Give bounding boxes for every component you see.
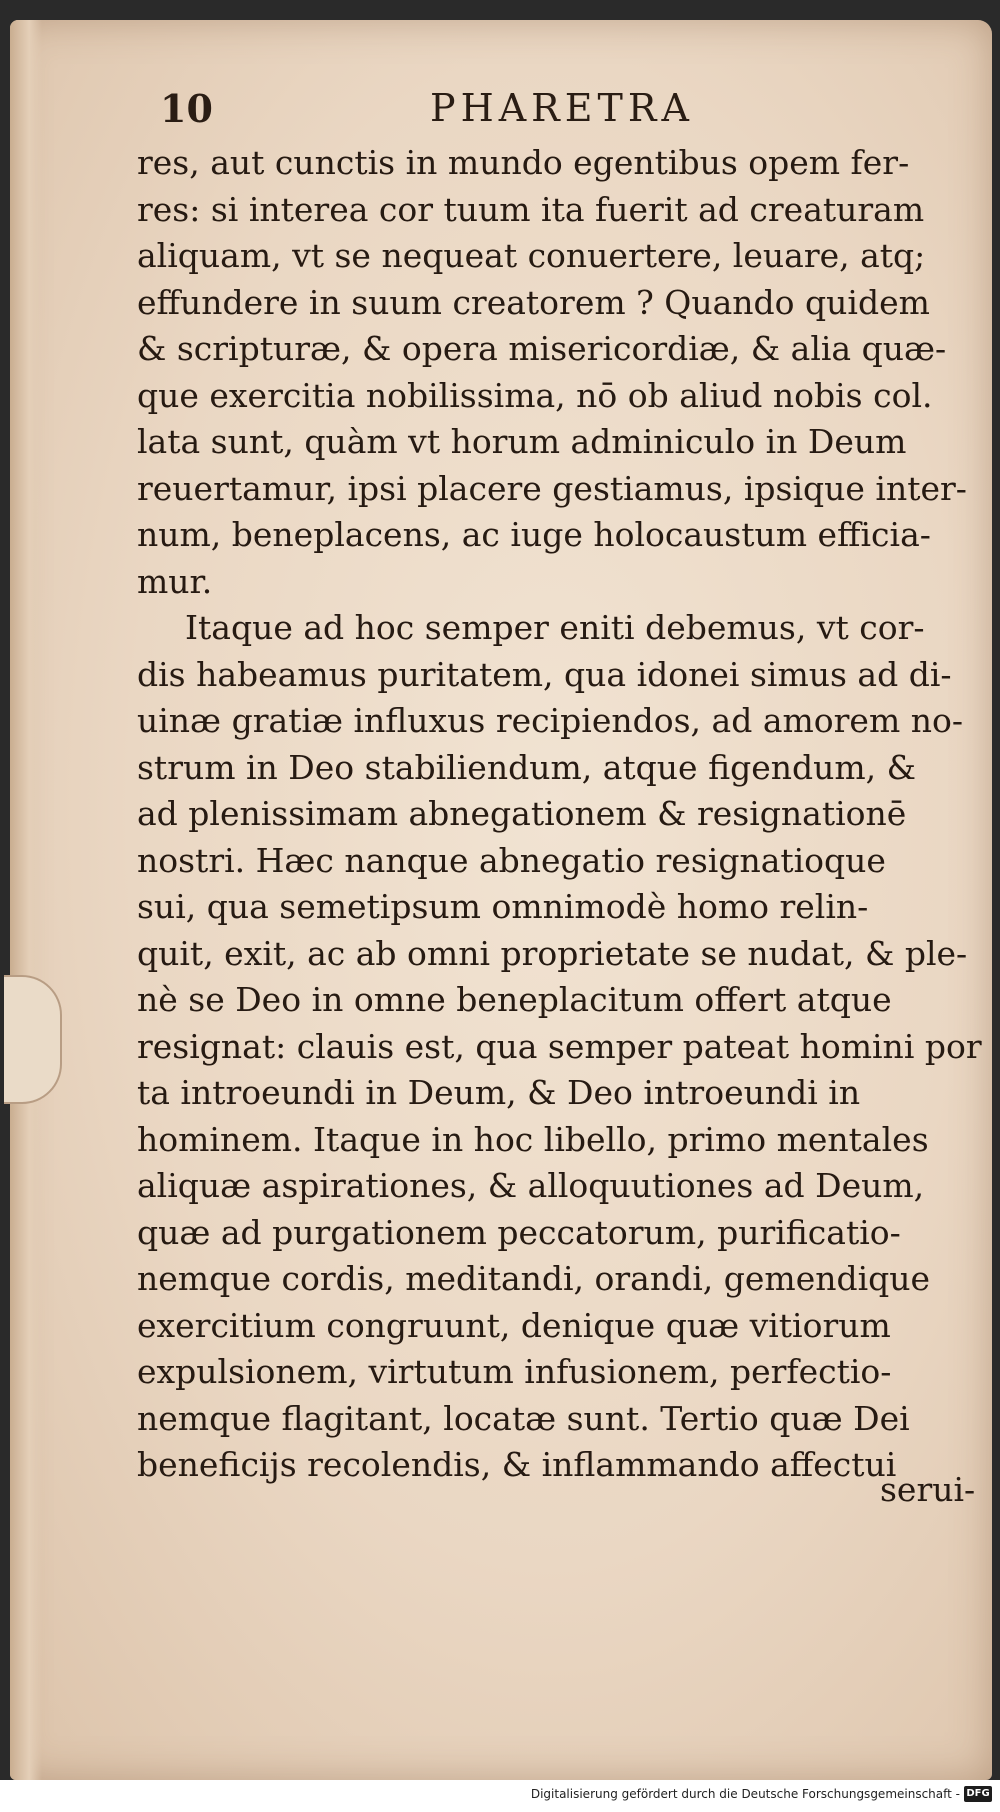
- text-line: sui, qua semetipsum omnimodè homo relin-: [137, 887, 869, 926]
- text-line: lata sunt, quàm vt horum adminiculo in Deum: [137, 422, 907, 461]
- text-line: & scripturæ, & opera misericordiæ, & alia quæ-: [137, 329, 947, 368]
- text-line: quit, exit, ac ab omni proprietate se nudat, & ple-: [137, 933, 968, 973]
- text-line: ta introeundi in Deum, & Deo introeundi in: [137, 1073, 861, 1112]
- digitization-footer: [0, 1780, 1000, 1812]
- text-line: nostri. Hæc nanque abnegatio resignatioque: [137, 840, 886, 880]
- text-line: res: si interea cor tuum ita fuerit ad creaturam: [137, 189, 925, 229]
- text-line: dis habeamus puritatem, qua idonei simus ad di-: [137, 654, 952, 694]
- binding-clip: [4, 975, 62, 1104]
- text-line: quæ ad purgationem peccatorum, purificatio-: [137, 1212, 901, 1252]
- catchword: serui-: [880, 1470, 976, 1509]
- body-text: [137, 140, 982, 1489]
- text-line: nemque cordis, meditandi, orandi, gemendique: [137, 1259, 931, 1298]
- text-line: ad plenissimam abnegationem & resignationē: [137, 794, 907, 833]
- dfg-logo: DFG: [964, 1786, 992, 1802]
- funding-credit: Digitalisierung gefördert durch die Deutsche Forschungsgemeinschaft -: [530, 1787, 960, 1801]
- text-line: beneficijs recolendis, & inflammando affectui: [137, 1445, 897, 1484]
- running-title: PHARETRA: [430, 86, 694, 130]
- page-header: [160, 86, 760, 146]
- text-line: hominem. Itaque in hoc libello, primo mentales: [137, 1119, 929, 1159]
- text-line: reuertamur, ipsi placere gestiamus, ipsique inter-: [137, 468, 967, 508]
- text-line: exercitium congruunt, denique quæ vitiorum: [137, 1305, 891, 1345]
- text-line: que exercitia nobilissima, nō ob aliud nobis col.: [137, 375, 933, 415]
- text-line: uinæ gratiæ influxus recipiendos, ad amorem no-: [137, 701, 964, 740]
- text-line: aliquam, vt se nequeat conuertere, leuare, atq;: [137, 236, 926, 275]
- text-line: num, beneplacens, ac iuge holocaustum efficia-: [137, 515, 931, 554]
- text-line: strum in Deo stabiliendum, atque figendum, &: [137, 747, 917, 787]
- text-line: expulsionem, virtutum infusionem, perfectio-: [137, 1352, 892, 1391]
- page-edge: [10, 20, 42, 1780]
- text-line: resignat: clauis est, qua semper pateat homini por: [137, 1026, 982, 1066]
- text-line: mur.: [137, 561, 213, 601]
- page-number: 10: [160, 86, 213, 131]
- text-line: aliquæ aspirationes, & alloquutiones ad Deum,: [137, 1166, 925, 1205]
- text-line: Itaque ad hoc semper eniti debemus, vt cor-: [185, 608, 925, 647]
- text-line: res, aut cunctis in mundo egentibus opem fer-: [137, 143, 910, 182]
- text-line: nemque flagitant, locatæ sunt. Tertio quæ Dei: [137, 1398, 910, 1438]
- text-line: effundere in suum creatorem ? Quando quidem: [137, 282, 930, 322]
- text-line: nè se Deo in omne beneplacitum offert atque: [137, 980, 892, 1019]
